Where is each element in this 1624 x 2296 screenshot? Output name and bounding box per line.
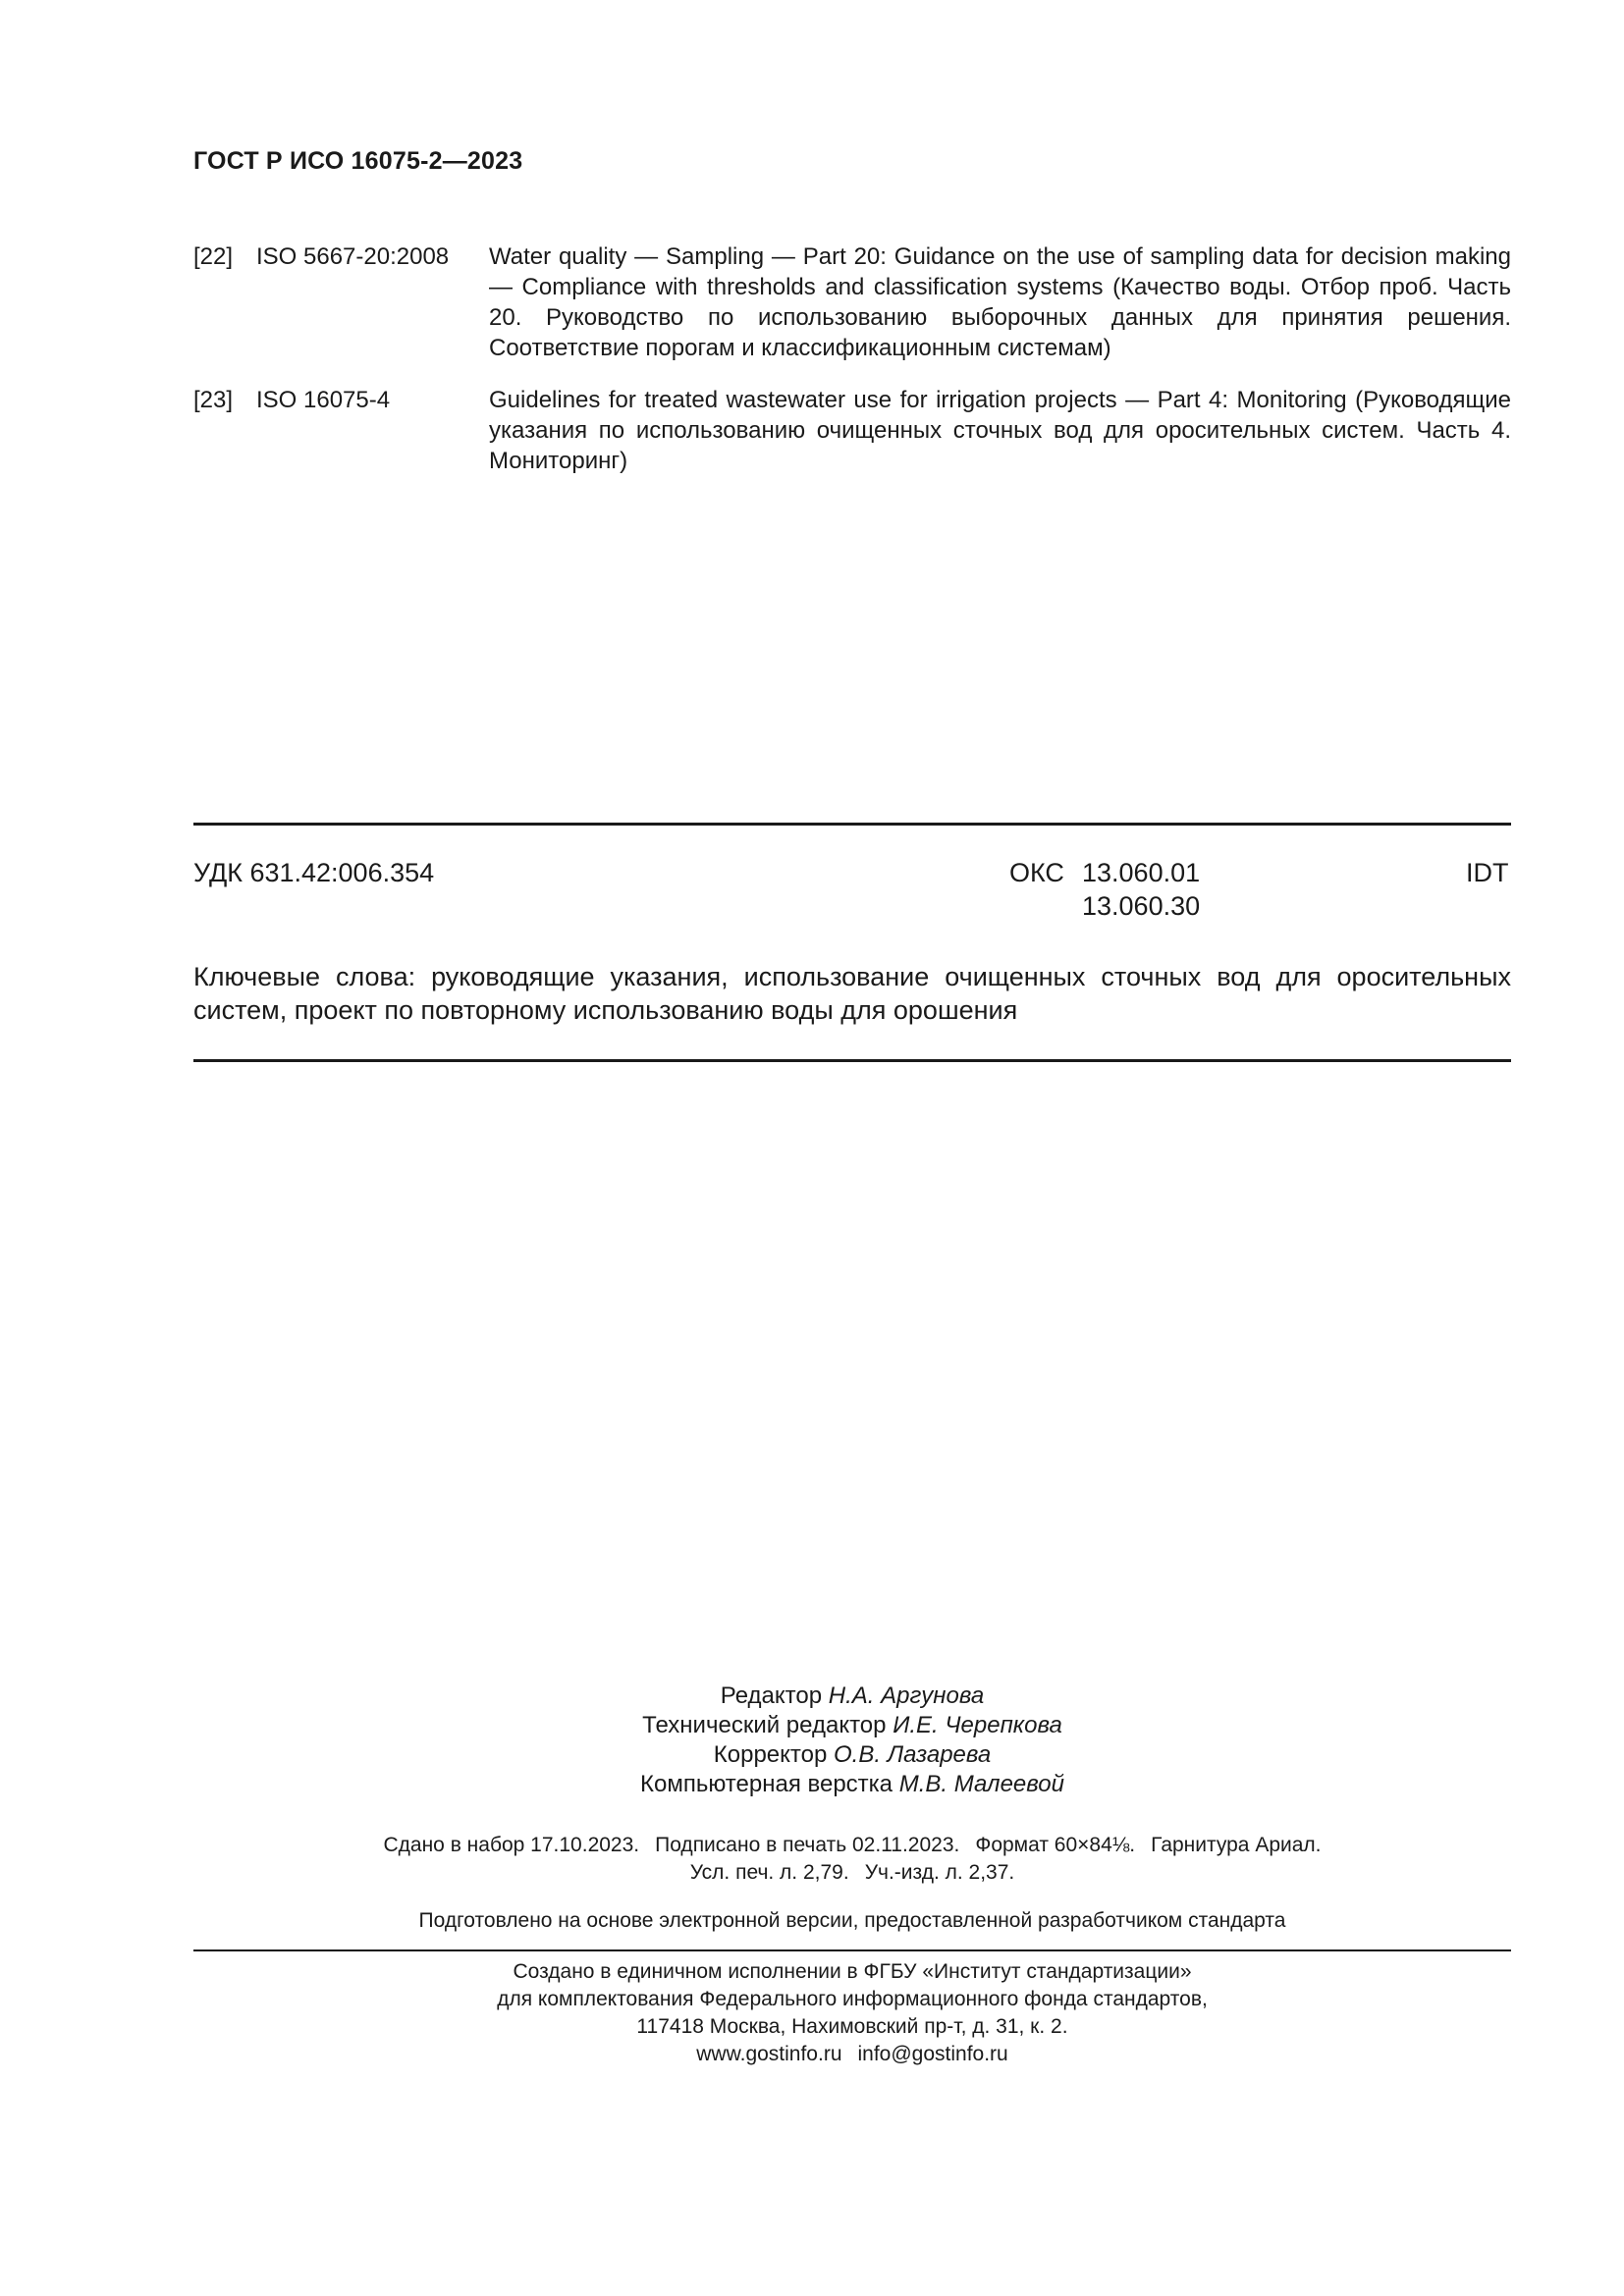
credit-role: Компьютерная верстка [640,1771,893,1797]
print-submitted: Сдано в набор 17.10.2023. [383,1834,640,1856]
page-header: ГОСТ Р ИСО 16075-2—2023 [193,147,523,175]
bibliography-number: [22] [193,243,234,270]
print-sheets: Усл. печ. л. 2,79. [689,1861,849,1884]
credit-line [193,1682,1511,1711]
bibliography-entry [193,385,1511,476]
oks-code: 13.060.30 [1082,891,1201,921]
credit-line [193,1740,1511,1770]
publisher-email[interactable]: info@gostinfo.ru [857,2043,1008,2065]
publisher-line: для комплектования Федерального информационного фонда стандартов, [497,1988,1208,2010]
divider-keywords [193,1059,1511,1062]
credit-role: Технический редактор [642,1712,887,1738]
keywords: Ключевые слова: руководящие указания, использование очищенных сточных вод для оросительных систем, проект по повторному использованию воды для орошения [193,962,1511,1025]
credit-name: М.В. Малеевой [898,1771,1064,1797]
credit-name: Н.А. Аргунова [828,1682,985,1709]
credit-line [193,1711,1511,1740]
udk-code: УДК 631.42:006.354 [193,858,435,887]
oks-code: 13.060.01 [1082,858,1201,887]
bibliography-number: [23] [193,387,234,413]
bibliography-entry [193,241,1511,363]
publisher-block [193,1958,1511,2068]
publisher-line: 117418 Москва, Нахимовский пр-т, д. 31, к. 2. [636,2015,1068,2038]
prepared-note: Подготовлено на основе электронной версии, предоставленной разработчиком стандарта [418,1909,1286,1932]
divider-publisher [193,1949,1511,1951]
credit-role: Редактор [720,1682,823,1709]
print-format: Формат 60×84⅛. [975,1834,1136,1856]
degree-of-correspondence: IDT [1466,858,1509,887]
credit-line [193,1770,1511,1799]
credit-role: Корректор [713,1741,828,1768]
publisher-website[interactable]: www.gostinfo.ru [696,2043,842,2065]
print-info [193,1832,1511,1887]
publisher-line: Создано в единичном исполнении в ФГБУ «Институт стандартизации» [513,1960,1192,1983]
credit-name: О.В. Лазарева [834,1741,992,1768]
bibliography-reference: ISO 16075-4 [256,387,391,413]
print-signed: Подписано в печать 02.11.2023. [655,1834,960,1856]
print-edition-sheets: Уч.-изд. л. 2,37. [864,1861,1015,1884]
bibliography-text: Guidelines for treated wastewater use for irrigation projects — Part 4: Monitoring (Руководящие указания по использованию очищенных сточных вод для оросительных систем. Часть 4. Мониторинг) [489,387,1511,474]
print-typeface: Гарнитура Ариал. [1151,1834,1322,1856]
divider-top [193,823,1511,826]
credit-name: И.Е. Черепкова [893,1712,1062,1738]
bibliography-reference: ISO 5667-20:2008 [256,243,450,270]
credits-block [193,1682,1511,1799]
bibliography-text: Water quality — Sampling — Part 20: Guidance on the use of sampling data for decision making — Compliance with thresholds and classification systems (Качество воды. Отбор проб. Часть 20. Руководство по использованию выборочных данных для принятия решения. Соответствие порогам и классификационным системам) [489,243,1511,361]
oks-label: ОКС [1009,858,1064,887]
